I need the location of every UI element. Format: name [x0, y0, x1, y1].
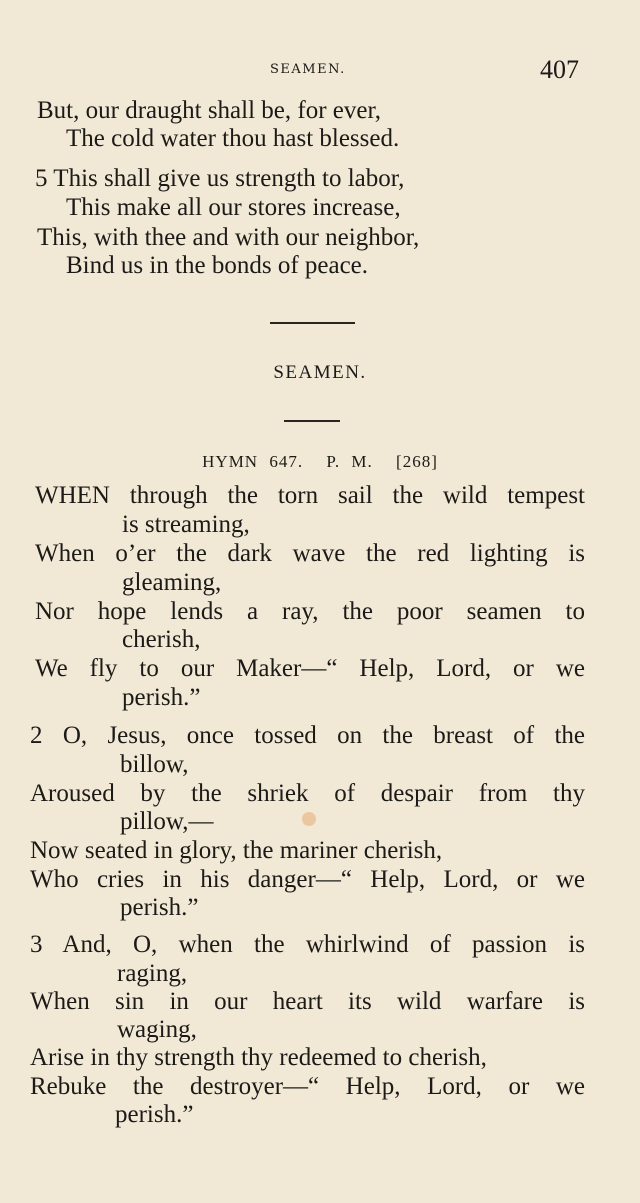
hymn-line: gleaming,	[122, 569, 222, 596]
hymn-meter: P. M.	[326, 452, 373, 471]
paper-stain	[302, 812, 316, 826]
running-title: SEAMEN.	[270, 62, 346, 77]
verse-line: This make all our stores increase,	[66, 194, 401, 221]
hymn-number: HYMN 647.	[202, 452, 304, 471]
verse-line: But, our draught shall be, for ever,	[37, 97, 382, 124]
hymn-line: Rebuke the destroyer—“ Help, Lord, or we	[30, 1073, 585, 1100]
verse-line: 5 This shall give us strength to labor,	[35, 165, 405, 192]
hymn-line: Who cries in his danger—“ Help, Lord, or we	[30, 866, 585, 893]
hymn-line: cherish,	[122, 626, 201, 653]
hymn-line: waging,	[117, 1016, 197, 1043]
verse-line: Bind us in the bonds of peace.	[66, 252, 369, 279]
hymn-tune: [268]	[396, 452, 438, 471]
hymn-line: When sin in our heart its wild warfare is	[30, 988, 585, 1015]
hymn-heading	[0, 452, 640, 472]
hymn-line: WHEN through the torn sail the wild tempest	[35, 482, 585, 509]
verse-line: The cold water thou hast blessed.	[66, 125, 400, 152]
hymn-line: Nor hope lends a ray, the poor seamen to	[35, 598, 585, 625]
hymn-line: Now seated in glory, the mariner cherish,	[30, 837, 443, 864]
hymn-line: Aroused by the shriek of despair from thy	[30, 780, 585, 807]
verse-line: This, with thee and with our neighbor,	[37, 224, 420, 251]
hymn-line: raging,	[117, 960, 188, 987]
hymn-line: billow,	[120, 751, 189, 778]
hymn-line: 3 And, O, when the whirlwind of passion is	[30, 931, 585, 958]
section-title: SEAMEN.	[273, 362, 367, 383]
page-number: 407	[540, 55, 579, 84]
divider	[270, 322, 355, 324]
hymn-line: Arise in thy strength thy redeemed to cherish,	[30, 1044, 487, 1071]
divider	[284, 420, 340, 422]
hymn-line: perish.”	[122, 684, 201, 711]
hymn-line: perish.”	[115, 1101, 194, 1128]
hymn-line: 2 O, Jesus, once tossed on the breast of the	[30, 722, 585, 749]
hymn-line: perish.”	[120, 894, 199, 921]
hymn-line: is streaming,	[122, 511, 250, 538]
hymn-line: pillow,—	[120, 808, 214, 835]
hymn-line: We fly to our Maker—“ Help, Lord, or we	[35, 655, 585, 682]
hymn-line: When o’er the dark wave the red lighting is	[35, 540, 585, 567]
